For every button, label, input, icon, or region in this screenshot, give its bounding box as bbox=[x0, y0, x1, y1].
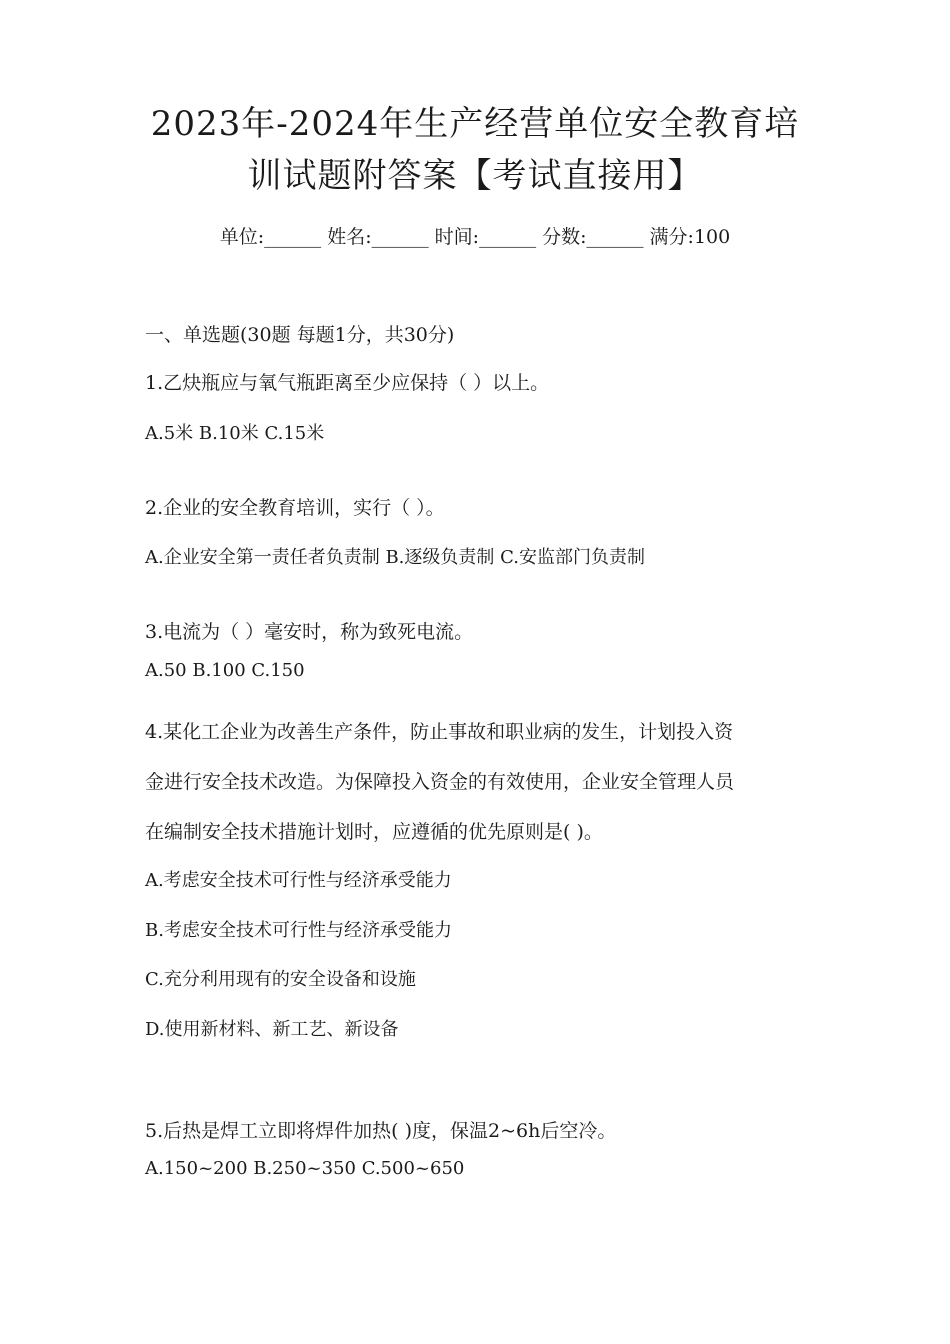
document-title-line-2: 训试题附答案【考试直接用】 bbox=[247, 156, 703, 196]
exam-info-line: 单位:______ 姓名:______ 时间:______ 分数:______ 满分:100 bbox=[219, 226, 731, 248]
section-heading: 一、单选题(30题 每题1分，共30分) bbox=[145, 324, 455, 346]
question-1-text: 1.乙炔瓶应与氧气瓶距离至少应保持（ ）以上。 bbox=[145, 372, 550, 394]
question-2-text: 2.企业的安全教育培训，实行（ ）。 bbox=[145, 497, 445, 519]
question-5-options: A.150~200 B.250~350 C.500~650 bbox=[145, 1158, 465, 1179]
question-4-option-c: C.充分利用现有的安全设备和设施 bbox=[145, 969, 416, 990]
question-3-text: 3.电流为（ ）毫安时，称为致死电流。 bbox=[145, 621, 474, 643]
question-4-text-line-3: 在编制安全技术措施计划时，应遵循的优先原则是( )。 bbox=[145, 821, 603, 843]
question-4-text-line-1: 4.某化工企业为改善生产条件，防止事故和职业病的发生，计划投入资 bbox=[145, 721, 734, 743]
question-1-options: A.5米 B.10米 C.15米 bbox=[145, 423, 325, 444]
question-2-options: A.企业安全第一责任者负责制 B.逐级负责制 C.安监部门负责制 bbox=[145, 547, 645, 568]
question-4-option-b: B.考虑安全技术可行性与经济承受能力 bbox=[145, 920, 452, 941]
question-4-text-line-2: 金进行安全技术改造。为保障投入资金的有效使用，企业安全管理人员 bbox=[145, 771, 735, 793]
question-5-text: 5.后热是焊工立即将焊件加热( )度，保温2~6h后空冷。 bbox=[145, 1120, 617, 1142]
question-4-option-a: A.考虑安全技术可行性与经济承受能力 bbox=[145, 870, 452, 891]
document-title-line-1: 2023年-2024年生产经营单位安全教育培 bbox=[150, 104, 800, 144]
question-3-options: A.50 B.100 C.150 bbox=[145, 660, 305, 681]
question-4-option-d: D.使用新材料、新工艺、新设备 bbox=[145, 1019, 399, 1040]
